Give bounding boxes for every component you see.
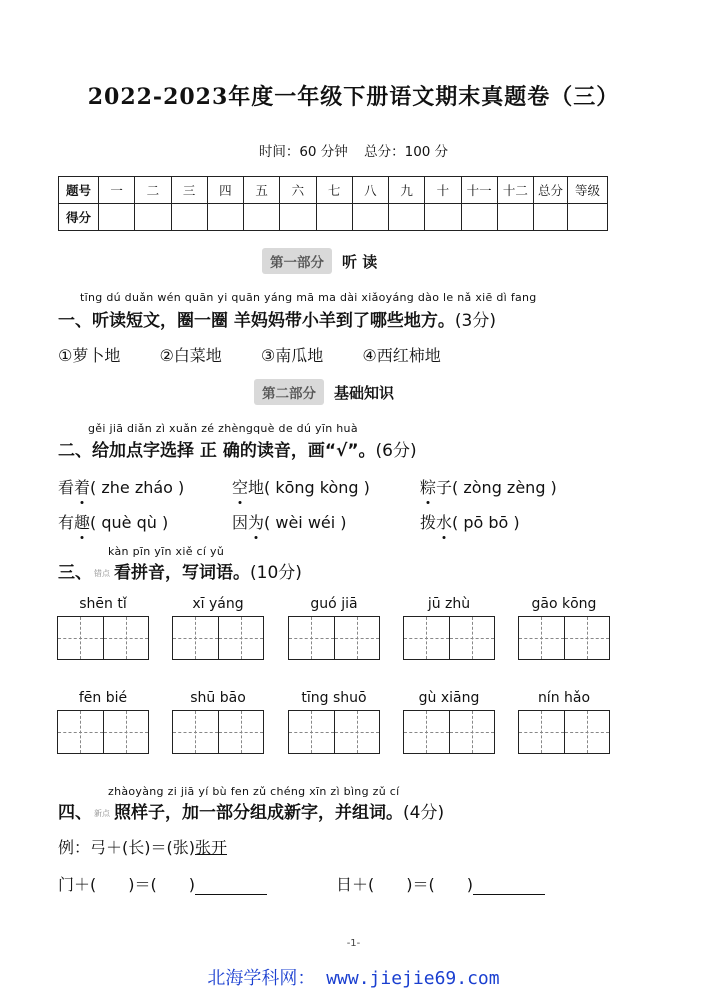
q1-pinyin: tīng dú duǎn wén quān yi quān yáng mā ma dài xiǎoyáng dào le nǎ xiē dì fang <box>80 291 537 304</box>
word-pinyin: jū zhù <box>427 596 471 612</box>
char: 因 <box>232 513 249 532</box>
char: 有 <box>58 513 75 532</box>
table-cell: 等级 <box>568 177 608 204</box>
word-writing-box <box>57 690 149 754</box>
char: 子 <box>436 478 453 497</box>
reading-options[interactable]: ( kōng kòng ) <box>264 478 370 497</box>
reading-options[interactable]: ( zhe zháo ) <box>90 478 185 497</box>
tianzige-grid[interactable] <box>57 710 149 754</box>
table-cell: 五 <box>244 177 280 204</box>
word-writing-box <box>518 690 610 754</box>
dotted-char: 趣 <box>74 510 90 533</box>
page-title: 2022-2023年度一年级下册语文期末真题卷（三） <box>87 84 620 110</box>
q2-item <box>232 510 347 533</box>
answer-blank[interactable] <box>195 880 267 895</box>
dotted-char: 水 <box>436 510 452 533</box>
q1-options <box>58 343 475 366</box>
blank-formula[interactable]: 门＋( )＝( ) <box>58 875 195 894</box>
char: 拨 <box>420 513 437 532</box>
question-score: (4分) <box>403 803 445 823</box>
table-cell: 总分 <box>534 177 568 204</box>
word-pinyin: fēn bié <box>78 690 128 706</box>
blank-formula[interactable]: 日＋( )＝( ) <box>336 875 473 894</box>
score-input-cell[interactable] <box>497 204 533 231</box>
q3-pinyin: kàn pīn yīn xiě cí yǔ <box>108 545 225 558</box>
q2-item <box>58 475 184 498</box>
option-item[interactable]: ②白菜地 <box>159 346 222 365</box>
score-input-cell[interactable] <box>280 204 316 231</box>
question-score: (3分) <box>454 311 497 331</box>
question-1 <box>58 306 496 331</box>
page-number: -1- <box>346 938 361 949</box>
table-cell: 四 <box>207 177 243 204</box>
score-input-cell[interactable] <box>389 204 425 231</box>
total-score-label: 总分：100 分 <box>364 144 449 160</box>
word-writing-box <box>172 596 264 660</box>
score-input-cell[interactable] <box>568 204 608 231</box>
question-tag: 新点 <box>94 808 110 818</box>
score-input-cell[interactable] <box>171 204 207 231</box>
q2-pinyin: gěi jiā diǎn zì xuǎn zé zhèngquè de dú yīn huà <box>88 422 358 435</box>
word-pinyin: nín hǎo <box>537 690 591 706</box>
table-cell: 三 <box>171 177 207 204</box>
score-input-cell[interactable] <box>461 204 497 231</box>
question-text: 看拼音，写词语。 <box>114 563 250 583</box>
score-input-cell[interactable] <box>244 204 280 231</box>
question-tag: 错点 <box>94 568 110 578</box>
reading-options[interactable]: ( zòng zèng ) <box>452 478 557 497</box>
tianzige-grid[interactable] <box>518 616 610 660</box>
section-name: 听 读 <box>342 253 378 271</box>
table-cell: 九 <box>389 177 425 204</box>
word-pinyin: guó jiā <box>310 596 358 612</box>
table-cell: 一 <box>99 177 135 204</box>
reading-options[interactable]: ( què qù ) <box>90 513 169 532</box>
table-cell: 十 <box>425 177 461 204</box>
section-tag: 第二部分 <box>254 379 324 405</box>
q2-item <box>58 510 168 533</box>
table-cell: 六 <box>280 177 316 204</box>
word-writing-box <box>288 690 380 754</box>
table-cell: 得分 <box>59 204 99 231</box>
question-text: 照样子，加一部分组成新字，并组词。 <box>114 803 403 823</box>
question-3 <box>58 558 302 583</box>
example-text: 例：弓＋(长)＝(张) <box>58 838 195 857</box>
tianzige-grid[interactable] <box>57 616 149 660</box>
dotted-char: 为 <box>248 510 264 533</box>
example-word: 张开 <box>194 838 227 857</box>
q4-example <box>58 835 227 858</box>
word-writing-box <box>403 596 495 660</box>
tianzige-grid[interactable] <box>288 616 380 660</box>
reading-options[interactable]: ( wèi wéi ) <box>264 513 347 532</box>
word-writing-box <box>518 596 610 660</box>
word-pinyin: xī yáng <box>192 596 244 612</box>
footer-watermark: 北海学科网： www.jiejie69.com <box>207 968 500 989</box>
dotted-char: 空 <box>232 475 248 498</box>
question-score: (10分) <box>250 563 302 583</box>
score-table-score-row <box>59 204 608 231</box>
q4-blank-2 <box>336 872 545 895</box>
word-pinyin: gù xiāng <box>418 690 480 706</box>
answer-blank[interactable] <box>473 880 545 895</box>
question-text: 二、给加点字选择 正 确的读音，画“√”。 <box>58 441 376 461</box>
section-name: 基础知识 <box>334 384 395 402</box>
word-pinyin: tīng shuō <box>301 690 367 706</box>
table-cell: 二 <box>135 177 171 204</box>
char: 看 <box>58 478 75 497</box>
score-input-cell[interactable] <box>316 204 352 231</box>
section-tag: 第一部分 <box>262 248 332 274</box>
score-input-cell[interactable] <box>99 204 135 231</box>
tianzige-grid[interactable] <box>288 710 380 754</box>
char: 地 <box>248 478 265 497</box>
table-cell: 七 <box>316 177 352 204</box>
q2-item <box>420 475 557 498</box>
time-label: 时间：60 分钟 <box>258 144 348 160</box>
q2-item <box>232 475 370 498</box>
score-input-cell[interactable] <box>425 204 461 231</box>
word-writing-box <box>57 596 149 660</box>
section-header-part1 <box>262 248 377 274</box>
word-pinyin: shū bāo <box>190 690 246 706</box>
word-pinyin: gāo kōng <box>531 596 597 612</box>
tianzige-grid[interactable] <box>403 616 495 660</box>
score-input-cell[interactable] <box>534 204 568 231</box>
question-number: 四、 <box>58 803 92 823</box>
q4-pinyin: zhàoyàng zi jiā yí bù fen zǔ chéng xīn zì bìng zǔ cí <box>108 785 400 798</box>
dotted-char: 着 <box>74 475 90 498</box>
tianzige-grid[interactable] <box>518 710 610 754</box>
score-table <box>58 176 608 231</box>
question-score: (6分) <box>375 441 417 461</box>
question-text: 一、听读短文，圈一圈 羊妈妈带小羊到了哪些地方。 <box>58 311 455 331</box>
word-writing-box <box>403 690 495 754</box>
table-cell: 题号 <box>59 177 99 204</box>
option-item[interactable]: ③南瓜地 <box>260 346 324 365</box>
word-pinyin: shēn tǐ <box>79 596 127 612</box>
tianzige-grid[interactable] <box>403 710 495 754</box>
score-input-cell[interactable] <box>207 204 243 231</box>
tianzige-grid[interactable] <box>172 710 264 754</box>
table-cell: 八 <box>352 177 388 204</box>
score-input-cell[interactable] <box>135 204 171 231</box>
word-writing-box <box>172 690 264 754</box>
table-cell: 十一 <box>461 177 497 204</box>
question-number: 三、 <box>58 563 92 583</box>
question-4 <box>58 798 444 823</box>
score-table-header-row <box>59 177 608 204</box>
q2-item <box>420 510 520 533</box>
q4-blank-1 <box>58 872 267 895</box>
table-cell: 十二 <box>497 177 533 204</box>
word-writing-box <box>288 596 380 660</box>
dotted-char: 粽 <box>420 475 436 498</box>
option-item[interactable]: ④西红柿地 <box>362 346 441 365</box>
score-input-cell[interactable] <box>352 204 388 231</box>
exam-time-info <box>0 140 707 160</box>
option-item[interactable]: ①萝卜地 <box>58 346 121 365</box>
question-2 <box>58 436 417 461</box>
tianzige-grid[interactable] <box>172 616 264 660</box>
section-header-part2 <box>254 379 394 405</box>
reading-options[interactable]: ( pō bō ) <box>452 513 520 532</box>
